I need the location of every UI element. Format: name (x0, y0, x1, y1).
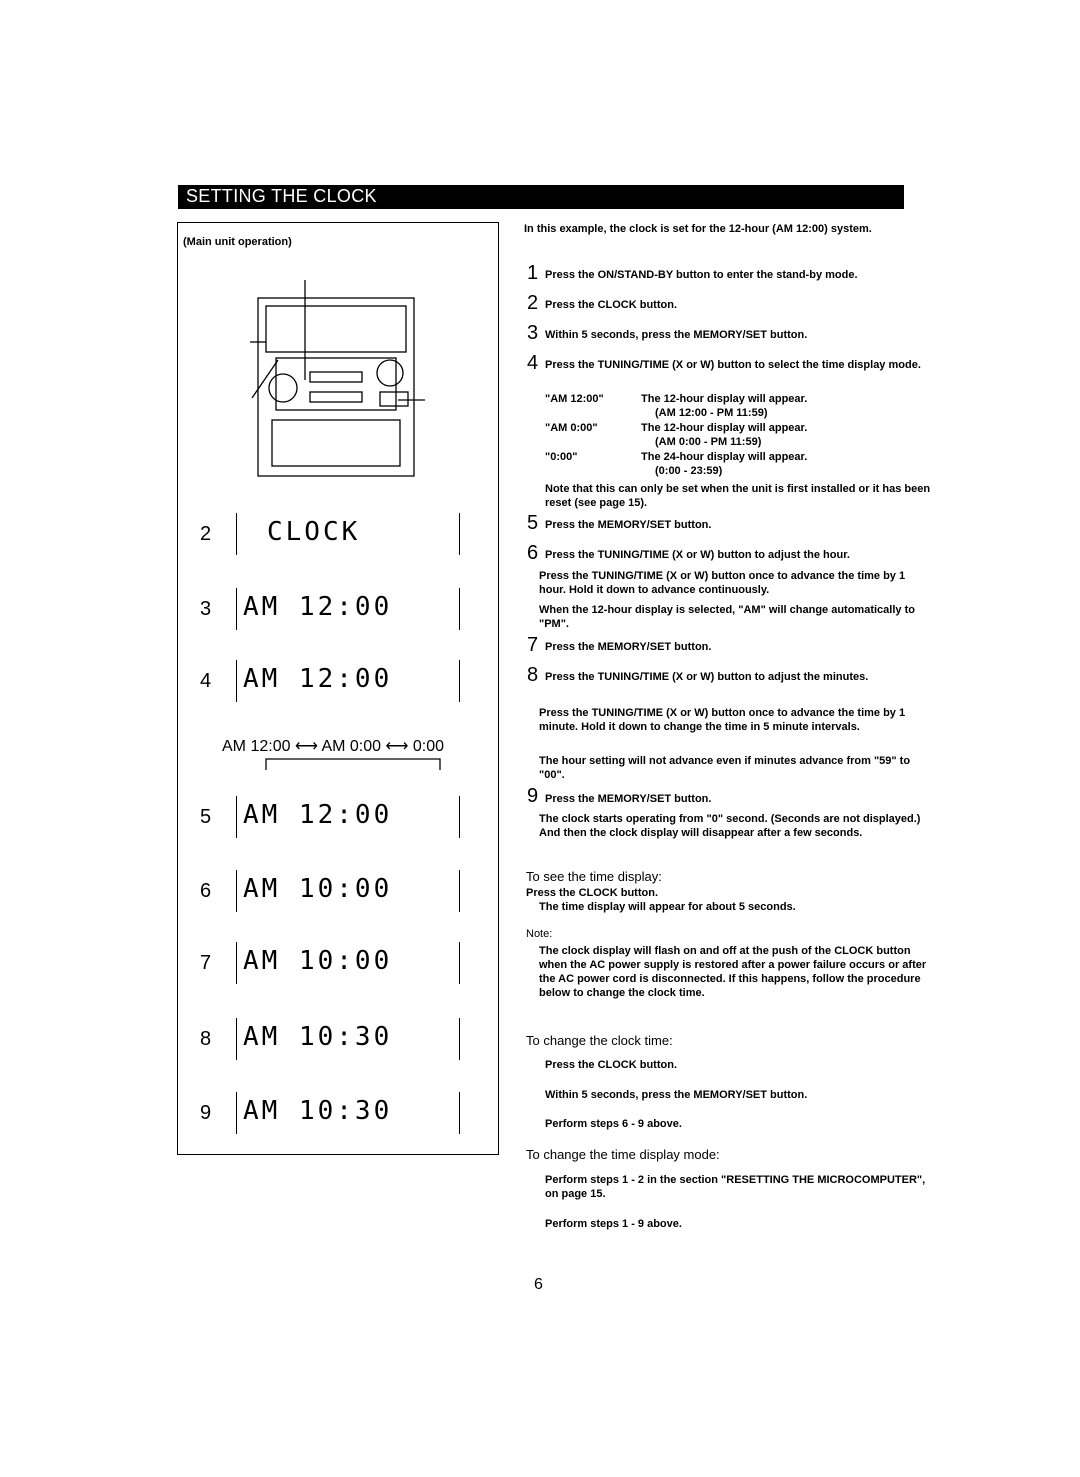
mode-1-range: (AM 12:00 - PM 11:59) (655, 407, 768, 419)
step-1: Press the ON/STAND-BY button to enter the stand-by mode. (545, 269, 858, 281)
lcd-text: AM 12:00 (243, 664, 393, 694)
note-4: Note that this can only be set when the unit is first installed or it has been reset (see page 15). (545, 483, 931, 509)
note-title: Note: (526, 928, 553, 940)
lcd-text: AM 10:30 (243, 1096, 393, 1126)
change-clock-title: To change the clock time: (526, 1033, 673, 1048)
mode-1: "AM 12:00" (545, 393, 604, 405)
lcd-text: AM 12:00 (243, 592, 393, 622)
lcd-step-number: 5 (200, 806, 212, 828)
note-body: The clock display will flash on and off at the push of the CLOCK button when the AC power supply is restored after a power failure occurs or after the AC power cord is disconnected. If this happens, follow the procedure below to change the clock time. (539, 945, 927, 999)
change-clock-a: Press the CLOCK button. (545, 1059, 678, 1071)
note-9: The clock starts operating from "0" second. (Seconds are not displayed.) And then the clock display will disappear after a few seconds. (539, 813, 921, 839)
main-unit-label: (Main unit operation) (183, 236, 292, 248)
intro-text: In this example, the clock is set for the 12-hour (AM 12:00) system. (524, 223, 872, 235)
step-num: 3 (527, 322, 539, 344)
display-formats (222, 736, 444, 756)
mode-1-desc: The 12-hour display will appear. (641, 393, 808, 405)
step-num: 4 (527, 352, 539, 374)
lcd-display (236, 660, 460, 702)
see-line-1: Press the CLOCK button. (526, 887, 659, 899)
arrow-icon: ⟷ (385, 738, 413, 755)
lcd-display (236, 1092, 460, 1134)
step-7: Press the MEMORY/SET button. (545, 641, 712, 653)
lcd-step-number: 6 (200, 880, 212, 902)
page-number: 6 (534, 1276, 543, 1293)
lcd-step-number: 8 (200, 1028, 212, 1050)
note-6a: Press the TUNING/TIME (X or W) button once to advance the time by 1 hour. Hold it down to advance continuously. (539, 570, 906, 596)
format-24h: 0:00 (412, 738, 445, 755)
step-6: Press the TUNING/TIME (X or W) button to adjust the hour. (545, 549, 850, 561)
lcd-step-number: 3 (200, 598, 212, 620)
see-title: To see the time display: (526, 869, 662, 884)
lcd-step-number: 7 (200, 952, 212, 974)
stereo-unit-illustration (180, 270, 498, 490)
see-line-2: The time display will appear for about 5 seconds. (539, 901, 796, 913)
step-9: Press the MEMORY/SET button. (545, 793, 712, 805)
step-num: 2 (527, 292, 539, 314)
step-num: 9 (527, 785, 539, 807)
format-am12: AM 12:00 (222, 738, 291, 755)
mode-2-desc: The 12-hour display will appear. (641, 422, 808, 434)
format-am0: AM 0:00 (321, 738, 382, 755)
lcd-display (236, 942, 460, 984)
mode-3-range: (0:00 - 23:59) (655, 465, 723, 477)
lcd-text: AM 10:00 (243, 946, 393, 976)
note-8b: The hour setting will not advance even if minutes advance from "59" to "00". (539, 755, 911, 781)
mode-3: "0:00" (545, 451, 578, 463)
step-num: 8 (527, 664, 539, 686)
step-num: 1 (527, 262, 539, 284)
lcd-text: AM 12:00 (243, 800, 393, 830)
note-6b: When the 12-hour display is selected, "AM" will change automatically to "PM". (539, 604, 915, 630)
lcd-text: CLOCK (267, 517, 361, 547)
step-num: 6 (527, 542, 539, 564)
change-clock-b: Within 5 seconds, press the MEMORY/SET button. (545, 1089, 808, 1101)
change-mode-a: Perform steps 1 - 2 in the section "RESETTING THE MICROCOMPUTER", on page 15. (545, 1174, 926, 1200)
mode-2-range: (AM 0:00 - PM 11:59) (655, 436, 762, 448)
lcd-display (236, 796, 460, 838)
change-clock-c: Perform steps 6 - 9 above. (545, 1118, 682, 1130)
note-8a: Press the TUNING/TIME (X or W) button once to advance the time by 1 minute. Hold it down to change the time in 5 minute intervals. (539, 707, 906, 733)
mode-3-desc: The 24-hour display will appear. (641, 451, 808, 463)
lcd-display (236, 513, 460, 555)
step-5: Press the MEMORY/SET button. (545, 519, 712, 531)
lcd-step-number: 9 (200, 1102, 212, 1124)
lcd-text: AM 10:00 (243, 874, 393, 904)
change-mode-title: To change the time display mode: (526, 1147, 720, 1162)
step-8: Press the TUNING/TIME (X or W) button to adjust the minutes. (545, 671, 869, 683)
change-mode-b: Perform steps 1 - 9 above. (545, 1218, 682, 1230)
step-num: 7 (527, 634, 539, 656)
lcd-text: AM 10:30 (243, 1022, 393, 1052)
step-3: Within 5 seconds, press the MEMORY/SET button. (545, 329, 808, 341)
arrow-icon: ⟷ (294, 738, 322, 755)
step-4: Press the TUNING/TIME (X or W) button to select the time display mode. (545, 359, 921, 371)
lcd-display (236, 1018, 460, 1060)
cycle-arrow (262, 756, 448, 772)
step-2: Press the CLOCK button. (545, 299, 678, 311)
lcd-display (236, 870, 460, 912)
lcd-display (236, 588, 460, 630)
lcd-step-number: 4 (200, 670, 212, 692)
section-title: SETTING THE CLOCK (186, 186, 377, 206)
lcd-step-number: 2 (200, 523, 212, 545)
section-header (178, 185, 904, 209)
mode-2: "AM 0:00" (545, 422, 598, 434)
step-num: 5 (527, 512, 539, 534)
